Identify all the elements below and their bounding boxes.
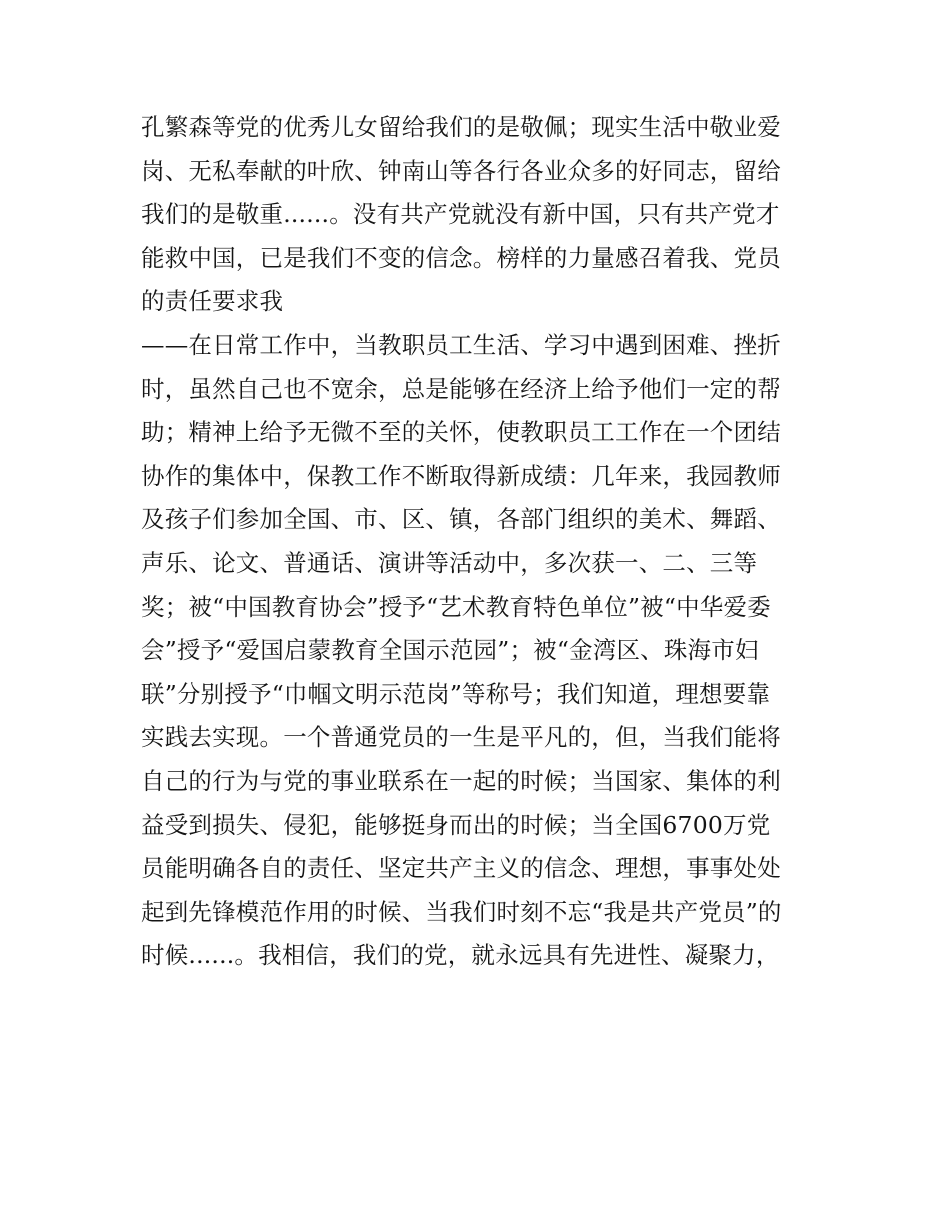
text-line: 起到先锋模范作用的时候、当我们时刻不忘“我是共产党员”的 (141, 897, 782, 926)
text-line: 助；精神上给予无微不至的关怀，使教职员工工作在一个团结 (141, 418, 781, 447)
text-line: 协作的集体中，保教工作不断取得新成绩：几年来，我园教师 (141, 461, 781, 490)
text-line: 及孩子们参加全国、市、区、镇，各部门组织的美术、舞蹈、 (141, 505, 781, 534)
text-line: 的责任要求我 (141, 287, 284, 316)
text-line: ——在日常工作中，当教职员工生活、学习中遇到困难、挫折 (141, 330, 781, 359)
text-line: 时，虽然自己也不宽余，总是能够在经济上给予他们一定的帮 (141, 374, 781, 403)
text-line: 时候......。我相信，我们的党，就永远具有先进性、凝聚力， (141, 941, 780, 970)
text-line: 益受到损失、侵犯，能够挺身而出的时候；当全国6700万党 (141, 810, 771, 839)
text-line: 会”授予“爱国启蒙教育全国示范园”；被“金湾区、珠海市妇 (141, 636, 759, 665)
text-line: 联”分别授予“巾帼文明示范岗”等称号；我们知道，理想要靠 (141, 679, 771, 708)
text-line: 岗、无私奉献的叶欣、钟南山等各行各业众多的好同志，留给 (141, 156, 781, 185)
text-line: 奖；被“中国教育协会”授予“艺术教育特色单位”被“中华爱委 (141, 592, 771, 621)
text-line: 实践去实现。一个普通党员的一生是平凡的，但，当我们能将 (141, 723, 781, 752)
text-line: 我们的是敬重......。没有共产党就没有新中国，只有共产党才 (141, 200, 780, 229)
body-text (141, 106, 821, 978)
text-line: 员能明确各自的责任、坚定共产主义的信念、理想，事事处处 (141, 854, 781, 883)
text-line: 自己的行为与党的事业联系在一起的时候；当国家、集体的利 (141, 766, 781, 795)
text-line: 能救中国，已是我们不变的信念。榜样的力量感召着我、党员 (141, 243, 781, 272)
text-line: 孔繁森等党的优秀儿女留给我们的是敬佩；现实生活中敬业爱 (141, 113, 781, 141)
text-line: 声乐、论文、普通话、演讲等活动中，多次获一、二、三等 (141, 548, 758, 577)
